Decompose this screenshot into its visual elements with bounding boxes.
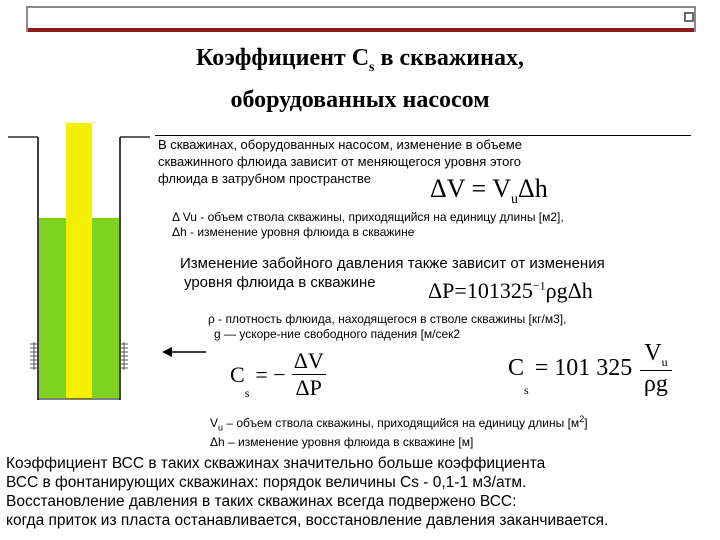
well-diagram bbox=[0, 120, 160, 420]
formula-delta-v: $\Delta V = V_u\Delta h$ bbox=[430, 174, 548, 208]
formula-cs-final: C s = 101 325 $V_u$ ρg bbox=[508, 340, 672, 398]
perforations-right bbox=[120, 342, 128, 370]
header-square-icon bbox=[684, 12, 694, 22]
page-title: Коэффициент $C_s$ в скважинах, оборудованных насосом bbox=[196, 45, 524, 113]
paragraph-volume-change: В скважинах, оборудованных насосом, изменение в объеме скважинного флюида зависит от меняющегося уровня этого флюида в затрубном пространстве bbox=[158, 137, 522, 186]
formula-cs-ratio: C $_s$ = − $\frac{\Delta V}{\Delta P}$ bbox=[230, 348, 324, 400]
perforations-left bbox=[30, 342, 38, 370]
formula-delta-p: $\Delta P=101325^{-1}\rho g\Delta h$ bbox=[428, 278, 593, 303]
paragraph-pressure-change: Изменение забойного давления также зависит от изменения уровня флюида в скважине bbox=[180, 255, 605, 291]
definitions-final: $V_u$ – объем ствола скважины, приходящийся на единицу длины $[м^2]$ Δh – изменение уровня флюида в скважине [м] bbox=[210, 414, 588, 450]
definitions-density: ρ - плотность флюида, находящегося в стволе скважины [кг/м3], g — ускоре-ние свободного падения [м/сек2 bbox=[208, 312, 567, 341]
arrow-left-icon bbox=[160, 344, 210, 360]
conclusion-paragraph: Коэффициент ВСС в таких скважинах значительно больше коэффициента ВСС в фонтанирующих скважинах: порядок величины Cs - 0,1-1 м3/атм. Восстановление давления в таких скважинах всегда подвержено ВСС: когда приток из пласта останавливается, восстановление давления заканчивается. bbox=[6, 455, 609, 529]
header-accent-line bbox=[28, 28, 694, 32]
tubing bbox=[66, 123, 92, 399]
definitions-volume: Δ Vu - объем ствола скважины, приходящийся на единицу длины [м2], Δh - изменение уровня флюида в скважине bbox=[172, 210, 564, 239]
